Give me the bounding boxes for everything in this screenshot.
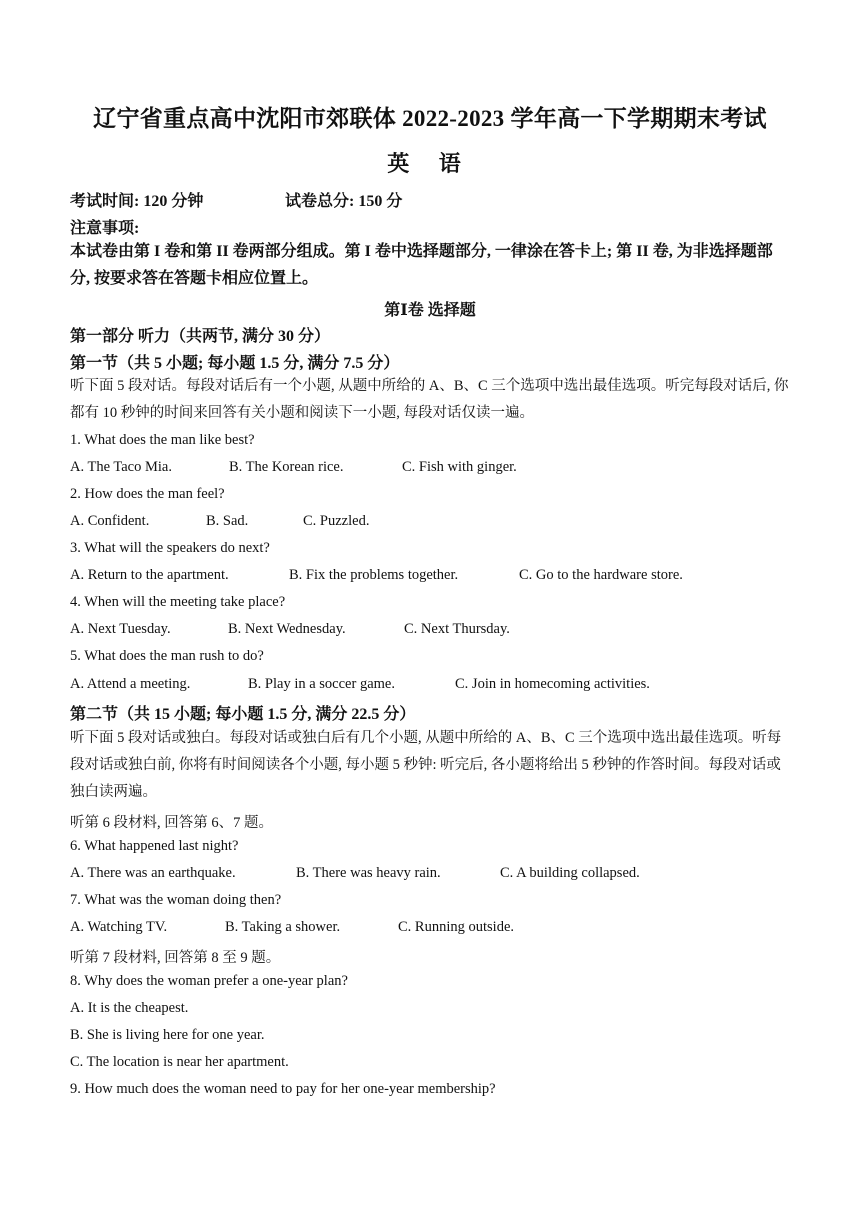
q7-option-c: C. Running outside. xyxy=(398,919,515,935)
q7-option-b: B. Taking a shower. xyxy=(225,919,341,935)
material-6-note: 听第 6 段材料, 回答第 6、7 题。 xyxy=(70,815,273,831)
question-4: 4. When will the meeting take place? xyxy=(70,594,286,610)
exam-info xyxy=(70,188,403,211)
exam-time: 考试时间: 120 分钟 xyxy=(70,193,204,210)
notes-text: 本试卷由第 I 卷和第 II 卷两部分组成。第 I 卷中选择题部分, 一律涂在答卡上; 第 II 卷, 为非选择题部分, 按要求答在答题卡相应位置上。 xyxy=(70,243,773,287)
q4-option-c: C. Next Thursday. xyxy=(404,621,510,637)
q6-option-c: C. A building collapsed. xyxy=(500,865,640,881)
volume-title: 第Ⅰ卷 选择题 xyxy=(384,302,476,319)
q6-option-a: A. There was an earthquake. xyxy=(70,865,236,881)
section1-instructions: 听下面 5 段对话。每段对话后有一个小题, 从题中所给的 A、B、C 三个选项中选出最佳选项。听完每段对话后, 你都有 10 秒钟的时间来回答有关小题和阅读下一小题, 每段对话仅读一遍。 xyxy=(70,378,789,421)
exam-subject: 英 语 xyxy=(387,151,473,176)
q7-option-a: A. Watching TV. xyxy=(70,919,168,935)
q6-option-b: B. There was heavy rain. xyxy=(296,865,441,881)
q5-option-c: C. Join in homecoming activities. xyxy=(455,676,650,692)
q1-option-a: A. The Taco Mia. xyxy=(70,459,172,475)
q8-option-a: A. It is the cheapest. xyxy=(70,1000,189,1016)
q2-option-b: B. Sad. xyxy=(206,513,249,529)
part1-title: 第一部分 听力（共两节, 满分 30 分） xyxy=(70,328,331,345)
q8-option-b: B. She is living here for one year. xyxy=(70,1027,265,1043)
question-9: 9. How much does the woman need to pay for her one-year membership? xyxy=(70,1081,496,1097)
section1-title: 第一节（共 5 小题; 每小题 1.5 分, 满分 7.5 分） xyxy=(70,355,400,372)
q4-option-a: A. Next Tuesday. xyxy=(70,621,171,637)
q1-option-c: C. Fish with ginger. xyxy=(402,459,517,475)
exam-title: 辽宁省重点高中沈阳市郊联体 2022-2023 学年高一下学期期末考试 xyxy=(93,106,767,131)
notes-label: 注意事项: xyxy=(70,220,140,237)
question-8: 8. Why does the woman prefer a one-year plan? xyxy=(70,973,348,989)
q4-option-b: B. Next Wednesday. xyxy=(228,621,346,637)
question-1: 1. What does the man like best? xyxy=(70,432,255,448)
q8-option-c: C. The location is near her apartment. xyxy=(70,1054,289,1070)
q2-option-c: C. Puzzled. xyxy=(303,513,370,529)
section2-instructions: 听下面 5 段对话或独白。每段对话或独白后有几个小题, 从题中所给的 A、B、C 三个选项中选出最佳选项。听每段对话或独白前, 你将有时间阅读各个小题, 每小题 5 秒钟: 听完后, 各小题将给出 5 秒钟的作答时间。每段对话或独白读两遍。 xyxy=(70,730,782,800)
question-2: 2. How does the man feel? xyxy=(70,486,225,502)
question-6: 6. What happened last night? xyxy=(70,838,239,854)
material-7-note: 听第 7 段材料, 回答第 8 至 9 题。 xyxy=(70,950,281,966)
exam-score: 试卷总分: 150 分 xyxy=(285,193,403,210)
question-3: 3. What will the speakers do next? xyxy=(70,540,270,556)
section2-title: 第二节（共 15 小题; 每小题 1.5 分, 满分 22.5 分） xyxy=(70,706,416,723)
question-7: 7. What was the woman doing then? xyxy=(70,892,282,908)
q3-option-b: B. Fix the problems together. xyxy=(289,567,459,583)
question-5: 5. What does the man rush to do? xyxy=(70,648,264,664)
q3-option-c: C. Go to the hardware store. xyxy=(519,567,683,583)
q5-option-b: B. Play in a soccer game. xyxy=(248,676,395,692)
q5-option-a: A. Attend a meeting. xyxy=(70,676,191,692)
q1-option-b: B. The Korean rice. xyxy=(229,459,344,475)
q3-option-a: A. Return to the apartment. xyxy=(70,567,229,583)
q2-option-a: A. Confident. xyxy=(70,513,150,529)
